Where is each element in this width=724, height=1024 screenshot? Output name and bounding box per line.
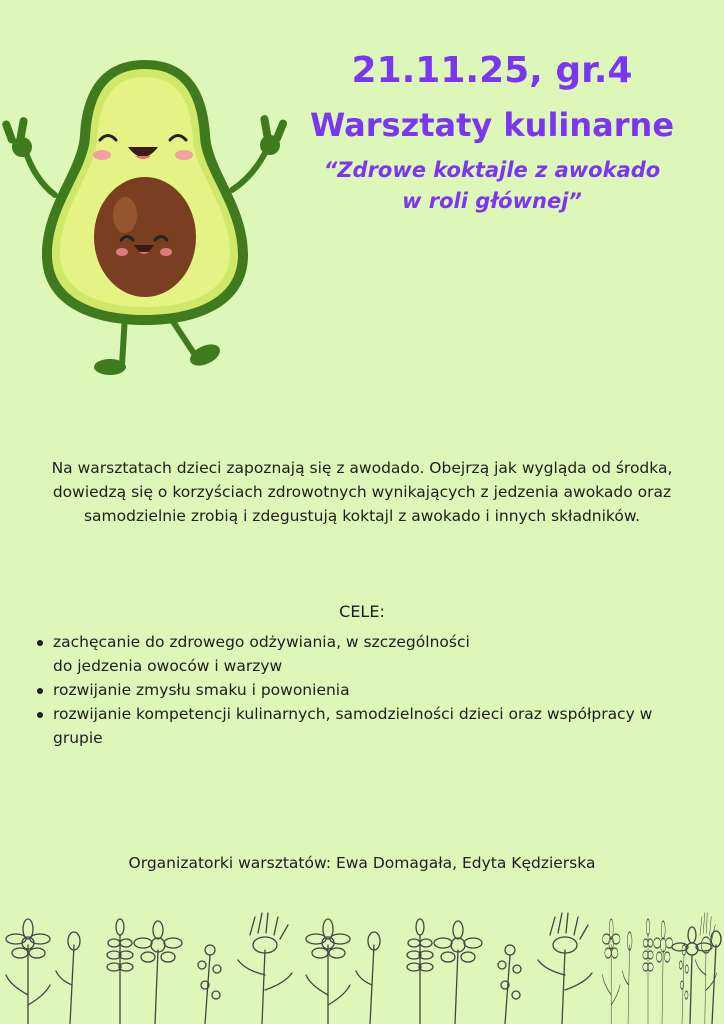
goal-line: zachęcanie do zdrowego odżywiania, w szczególności bbox=[53, 633, 470, 651]
date-group: 21.11.25, gr.4 bbox=[351, 50, 633, 91]
page-title: Warsztaty kulinarne bbox=[309, 106, 675, 144]
avocado-mascot-icon bbox=[0, 55, 300, 385]
goal-item bbox=[35, 678, 705, 702]
goal-line: do jedzenia owoców i warzyw bbox=[53, 657, 283, 675]
goals-list bbox=[35, 630, 705, 750]
goal-line: grupie bbox=[53, 729, 103, 747]
subtitle bbox=[300, 155, 684, 217]
intro-paragraph bbox=[20, 456, 704, 528]
goal-item bbox=[35, 630, 705, 678]
organizers: Organizatorki warsztatów: Ewa Domagała, Edyta Kędzierska bbox=[128, 854, 596, 872]
goal-line: rozwijanie zmysłu smaku i powonienia bbox=[53, 681, 350, 699]
intro-line: dowiedzą się o korzyściach zdrowotnych wynikających z jedzenia awokado oraz bbox=[52, 483, 672, 501]
intro-line: Na warsztatach dzieci zapoznają się z awodado. Obejrzą jak wygląda od środka, bbox=[51, 459, 673, 477]
goal-item bbox=[35, 702, 705, 750]
wildflowers-icon bbox=[0, 905, 724, 1024]
subtitle-line: w roli głównej” bbox=[402, 189, 582, 213]
goal-line: rozwijanie kompetencji kulinarnych, samodzielności dzieci oraz współpracy w bbox=[53, 705, 653, 723]
subtitle-line: “Zdrowe koktajle z awokado bbox=[323, 158, 661, 182]
intro-line: samodzielnie zrobią i zdegustują koktajl z awokado i innych składników. bbox=[83, 507, 641, 525]
goals-heading: CELE: bbox=[339, 602, 385, 621]
